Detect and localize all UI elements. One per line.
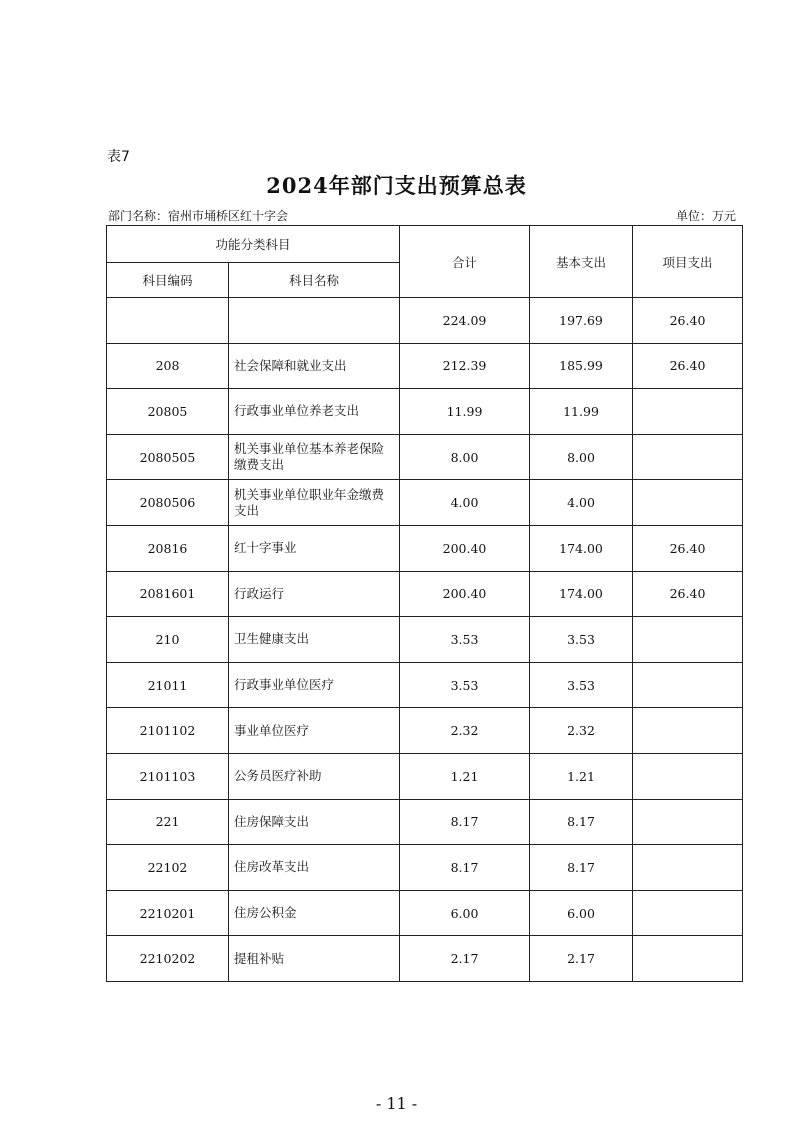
cell-basic-expenditure: 8.00 [530,434,633,480]
cell-basic-expenditure: 8.17 [530,845,633,891]
cell-basic-expenditure: 197.69 [530,298,633,344]
cell-subject-name: 机关事业单位基本养老保险缴费支出 [229,434,400,480]
header-project-expenditure: 项目支出 [633,226,743,298]
cell-basic-expenditure: 185.99 [530,343,633,389]
cell-subject-name [229,298,400,344]
cell-basic-expenditure: 3.53 [530,662,633,708]
cell-basic-expenditure: 2.17 [530,936,633,982]
cell-subject-code: 20816 [107,525,229,571]
cell-total: 200.40 [400,525,530,571]
department-name: 部门名称：宿州市埇桥区红十字会 [108,209,289,223]
table-row [107,571,743,617]
cell-subject-code: 2081601 [107,571,229,617]
cell-total: 4.00 [400,480,530,526]
header-total: 合计 [400,226,530,298]
cell-subject-name: 行政运行 [229,571,400,617]
table-row [107,480,743,526]
budget-table [106,225,743,982]
cell-basic-expenditure: 8.17 [530,799,633,845]
cell-subject-code: 208 [107,343,229,389]
table-row [107,434,743,480]
cell-basic-expenditure: 174.00 [530,571,633,617]
cell-total: 11.99 [400,389,530,435]
cell-total: 212.39 [400,343,530,389]
cell-subject-code: 221 [107,799,229,845]
cell-subject-code: 22102 [107,845,229,891]
cell-basic-expenditure: 1.21 [530,753,633,799]
cell-total: 3.53 [400,662,530,708]
cell-total: 3.53 [400,617,530,663]
cell-project-expenditure [633,480,743,526]
cell-subject-code: 2101102 [107,708,229,754]
cell-basic-expenditure: 174.00 [530,525,633,571]
cell-total: 1.21 [400,753,530,799]
table-row [107,936,743,982]
cell-project-expenditure [633,936,743,982]
cell-project-expenditure [633,890,743,936]
table-row [107,525,743,571]
cell-subject-name: 住房改革支出 [229,845,400,891]
table-row [107,753,743,799]
cell-subject-name: 事业单位医疗 [229,708,400,754]
cell-total: 224.09 [400,298,530,344]
table-row [107,708,743,754]
header-subject-code: 科目编码 [107,263,229,298]
cell-project-expenditure: 26.40 [633,525,743,571]
cell-basic-expenditure: 6.00 [530,890,633,936]
cell-project-expenditure [633,708,743,754]
cell-subject-code [107,298,229,344]
cell-project-expenditure [633,389,743,435]
cell-total: 200.40 [400,571,530,617]
cell-subject-name: 提租补贴 [229,936,400,982]
cell-total: 8.00 [400,434,530,480]
cell-project-expenditure: 26.40 [633,298,743,344]
table-row [107,799,743,845]
cell-project-expenditure [633,434,743,480]
table-row [107,662,743,708]
cell-subject-name: 机关事业单位职业年金缴费支出 [229,480,400,526]
table-row [107,845,743,891]
cell-total: 8.17 [400,845,530,891]
cell-subject-code: 20805 [107,389,229,435]
table-label: 表7 [107,149,130,165]
table-row [107,389,743,435]
cell-project-expenditure: 26.40 [633,343,743,389]
cell-total: 2.32 [400,708,530,754]
cell-subject-code: 2210201 [107,890,229,936]
cell-project-expenditure [633,753,743,799]
cell-project-expenditure: 26.40 [633,571,743,617]
header-subject-name: 科目名称 [229,263,400,298]
cell-basic-expenditure: 3.53 [530,617,633,663]
cell-subject-code: 2080506 [107,480,229,526]
cell-subject-code: 21011 [107,662,229,708]
page-number: - 11 - [375,1094,418,1113]
cell-subject-code: 2101103 [107,753,229,799]
cell-basic-expenditure: 4.00 [530,480,633,526]
header-function-category: 功能分类科目 [107,226,400,263]
cell-project-expenditure [633,845,743,891]
cell-basic-expenditure: 11.99 [530,389,633,435]
cell-project-expenditure [633,662,743,708]
cell-subject-name: 行政事业单位养老支出 [229,389,400,435]
cell-subject-name: 红十字事业 [229,525,400,571]
table-body [107,298,743,982]
cell-subject-name: 住房公积金 [229,890,400,936]
cell-subject-name: 卫生健康支出 [229,617,400,663]
page-title: 2024年部门支出预算总表 [266,173,527,198]
unit-label: 单位：万元 [675,209,736,223]
cell-total: 6.00 [400,890,530,936]
cell-subject-name: 住房保障支出 [229,799,400,845]
cell-subject-code: 210 [107,617,229,663]
header-basic-expenditure: 基本支出 [530,226,633,298]
cell-total: 2.17 [400,936,530,982]
cell-subject-name: 社会保障和就业支出 [229,343,400,389]
cell-project-expenditure [633,799,743,845]
cell-total: 8.17 [400,799,530,845]
table-row [107,298,743,344]
cell-project-expenditure [633,617,743,663]
table-row [107,617,743,663]
cell-subject-name: 公务员医疗补助 [229,753,400,799]
table-row [107,343,743,389]
cell-subject-name: 行政事业单位医疗 [229,662,400,708]
table-row [107,890,743,936]
cell-subject-code: 2210202 [107,936,229,982]
cell-subject-code: 2080505 [107,434,229,480]
cell-basic-expenditure: 2.32 [530,708,633,754]
